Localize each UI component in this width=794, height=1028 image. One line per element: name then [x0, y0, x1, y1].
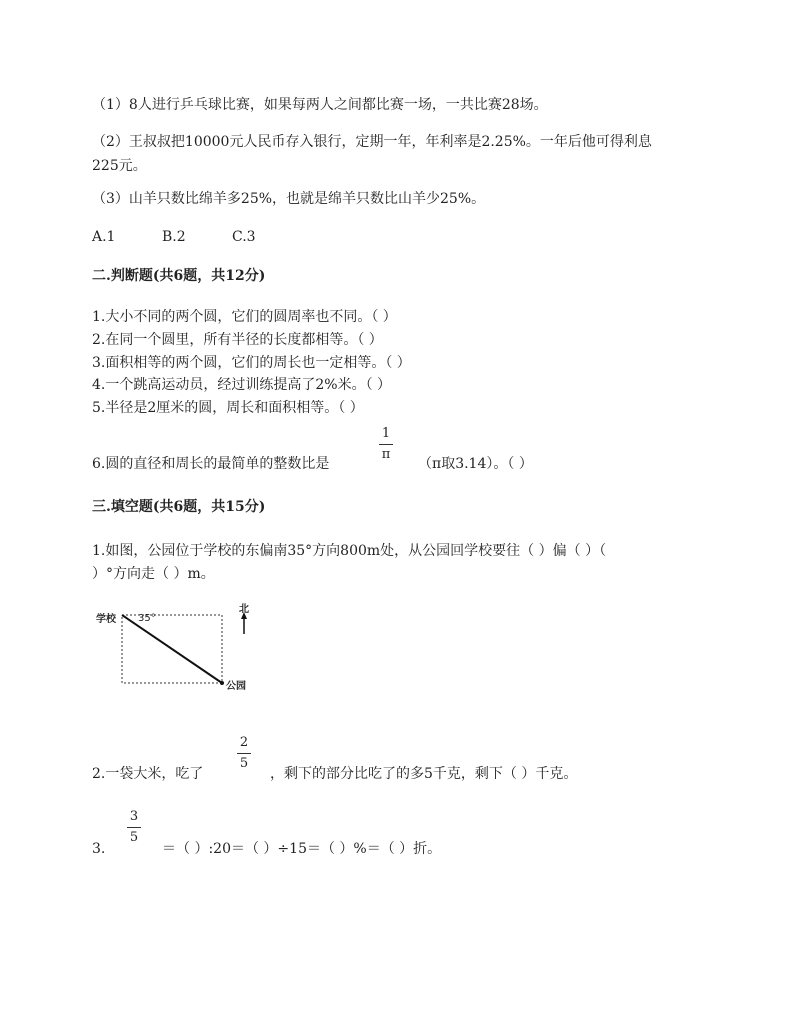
judge-q6-suffix: （π取3.14）。（ ） [418, 456, 533, 472]
fraction-denominator: 5 [129, 830, 139, 845]
fill-q3-fraction [124, 809, 144, 846]
fraction-denominator: π [381, 447, 391, 462]
judge-q2: 2.在同一个圆里，所有半径的长度都相等。（ ） [92, 332, 383, 348]
judge-q1: 1.大小不同的两个圆，它们的圆周率也不同。（ ） [92, 309, 397, 325]
fill-q2-prefix: 2.一袋大米，吃了 [92, 766, 204, 782]
fraction-numerator: 2 [239, 735, 249, 750]
judge-q5: 5.半径是2厘米的圆，周长和面积相等。（ ） [92, 400, 364, 416]
park-point [220, 681, 224, 685]
fill-q3-suffix: ＝（ ）:20＝（ ）÷15＝（ ）%＝（ ）折。 [162, 841, 442, 857]
fraction-denominator: 5 [239, 756, 249, 771]
option-b: B.2 [162, 229, 186, 245]
statement-1: （1）8人进行乒乓球比赛，如果每两人之间都比赛一场，一共比赛28场。 [92, 97, 548, 113]
fill-q1-line-2: ）°方向走（ ）m。 [92, 566, 215, 582]
option-c: C.3 [232, 229, 256, 245]
judge-q4: 4.一个跳高运动员，经过训练提高了2%米。（ ） [92, 377, 392, 393]
judge-q6-fraction [376, 426, 396, 463]
fraction-bar [237, 753, 251, 754]
direction-figure [92, 600, 272, 695]
school-label: 学校 [96, 614, 116, 625]
judge-q3: 3.面积相等的两个圆，它们的周长也一定相等。（ ） [92, 355, 411, 371]
fill-q2-fraction [234, 735, 254, 772]
judge-q6-prefix: 6.圆的直径和周长的最简单的整数比是 [92, 456, 330, 472]
fraction-numerator: 3 [129, 809, 139, 824]
north-label: 北 [239, 604, 249, 615]
option-a: A.1 [92, 229, 116, 245]
statement-2-line-2: 225元。 [92, 158, 147, 174]
fraction-numerator: 1 [381, 426, 391, 441]
park-label: 公园 [226, 681, 246, 692]
fraction-bar [379, 444, 393, 445]
statement-3: （3）山羊只数比绵羊多25%，也就是绵羊只数比山羊少25%。 [92, 191, 486, 207]
route-line [122, 615, 222, 683]
fill-q2-suffix: ，剩下的部分比吃了的多5千克，剩下（ ）千克。 [270, 766, 578, 782]
section-3-heading: 三.填空题(共6题，共15分) [92, 499, 266, 515]
fraction-bar [127, 827, 141, 828]
fill-q3-prefix: 3. [92, 841, 106, 857]
section-2-heading: 二.判断题(共6题，共12分) [92, 268, 266, 284]
statement-2-line-1: （2）王叔叔把10000元人民币存入银行，定期一年，年利率是2.25%。一年后他可得利息 [92, 134, 652, 150]
angle-label: 35° [138, 613, 156, 624]
fill-q1-line-1: 1.如图，公园位于学校的东偏南35°方向800m处，从公园回学校要往（ ）偏（ ）（ [92, 543, 607, 559]
